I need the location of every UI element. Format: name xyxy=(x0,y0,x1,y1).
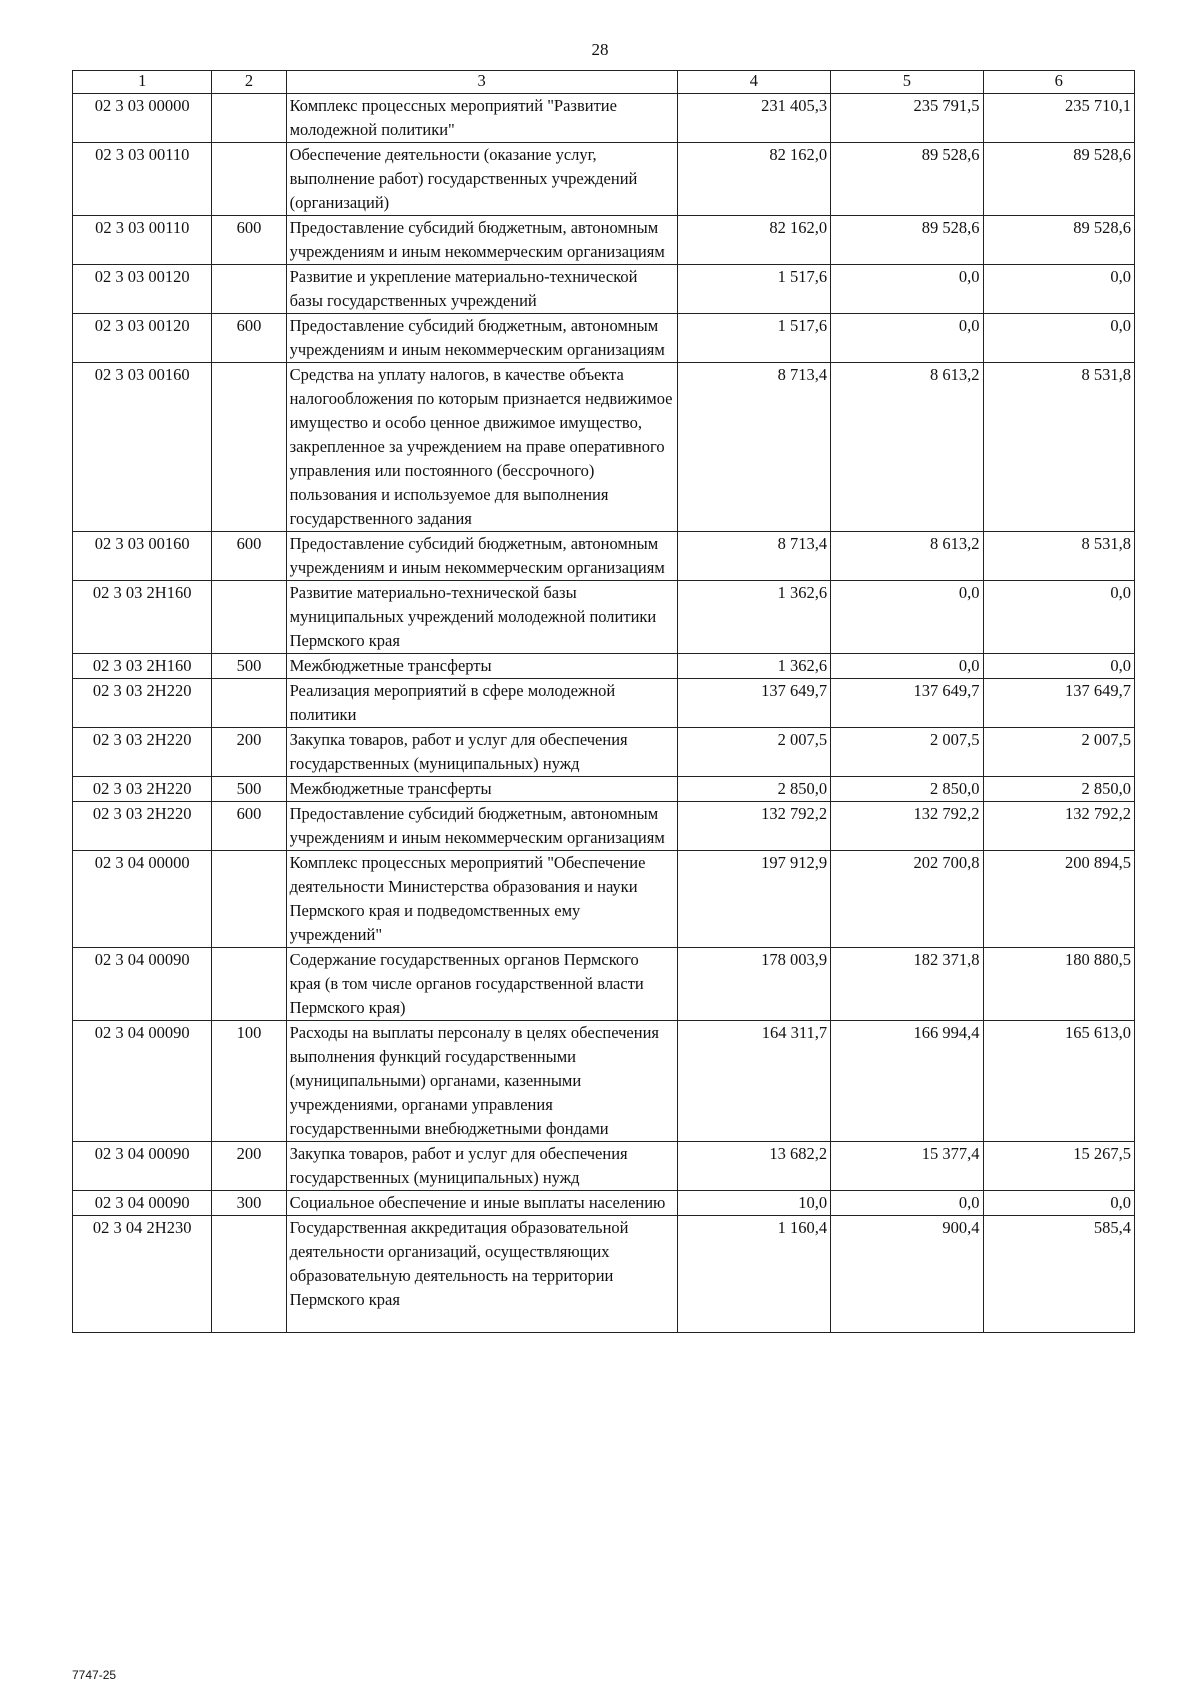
table-header-row xyxy=(73,71,1135,94)
table-row xyxy=(73,777,1135,802)
page-number: 28 xyxy=(591,40,609,59)
expense-type-cell: 100 xyxy=(212,1021,286,1142)
budget-code-cell: 02 3 04 2Н230 xyxy=(73,1216,212,1333)
expense-type-cell xyxy=(212,1216,286,1333)
expense-type-cell xyxy=(212,679,286,728)
amount-year-2-cell: 15 377,4 xyxy=(831,1142,983,1191)
budget-code-cell: 02 3 03 00160 xyxy=(73,363,212,532)
column-header-1: 1 xyxy=(73,71,212,94)
amount-year-1-cell: 1 517,6 xyxy=(677,314,830,363)
amount-year-3-cell: 585,4 xyxy=(983,1216,1134,1333)
amount-year-2-cell: 2 850,0 xyxy=(831,777,983,802)
budget-code-cell: 02 3 04 00090 xyxy=(73,1021,212,1142)
item-name-cell: Развитие и укрепление материально-технической базы государственных учреждений xyxy=(286,265,677,314)
budget-code-cell: 02 3 03 2Н220 xyxy=(73,802,212,851)
amount-year-3-cell: 8 531,8 xyxy=(983,363,1134,532)
column-header-3: 3 xyxy=(286,71,677,94)
column-header-4: 4 xyxy=(677,71,830,94)
budget-code-cell: 02 3 03 2Н160 xyxy=(73,654,212,679)
amount-year-2-cell: 89 528,6 xyxy=(831,216,983,265)
amount-year-1-cell: 231 405,3 xyxy=(677,94,830,143)
amount-year-1-cell: 132 792,2 xyxy=(677,802,830,851)
amount-year-3-cell: 0,0 xyxy=(983,265,1134,314)
table-row xyxy=(73,363,1135,532)
table-row xyxy=(73,143,1135,216)
amount-year-3-cell: 200 894,5 xyxy=(983,851,1134,948)
budget-code-cell: 02 3 03 2Н160 xyxy=(73,581,212,654)
column-header-6: 6 xyxy=(983,71,1134,94)
amount-year-1-cell: 137 649,7 xyxy=(677,679,830,728)
amount-year-2-cell: 0,0 xyxy=(831,654,983,679)
amount-year-3-cell: 89 528,6 xyxy=(983,143,1134,216)
amount-year-3-cell: 0,0 xyxy=(983,581,1134,654)
expense-type-cell: 500 xyxy=(212,777,286,802)
table-row xyxy=(73,1216,1135,1333)
amount-year-2-cell: 202 700,8 xyxy=(831,851,983,948)
document-code: 7747-25 xyxy=(72,1668,117,1682)
budget-code-cell: 02 3 03 00000 xyxy=(73,94,212,143)
amount-year-2-cell: 182 371,8 xyxy=(831,948,983,1021)
expense-type-cell xyxy=(212,94,286,143)
budget-code-cell: 02 3 04 00090 xyxy=(73,948,212,1021)
expense-type-cell: 600 xyxy=(212,314,286,363)
amount-year-1-cell: 1 362,6 xyxy=(677,654,830,679)
amount-year-1-cell: 82 162,0 xyxy=(677,216,830,265)
expense-type-cell xyxy=(212,851,286,948)
amount-year-3-cell: 0,0 xyxy=(983,654,1134,679)
amount-year-1-cell: 164 311,7 xyxy=(677,1021,830,1142)
column-header-5: 5 xyxy=(831,71,983,94)
amount-year-3-cell: 2 850,0 xyxy=(983,777,1134,802)
amount-year-1-cell: 8 713,4 xyxy=(677,532,830,581)
amount-year-2-cell: 8 613,2 xyxy=(831,363,983,532)
table-row xyxy=(73,581,1135,654)
budget-code-cell: 02 3 03 00120 xyxy=(73,265,212,314)
amount-year-2-cell: 0,0 xyxy=(831,314,983,363)
item-name-cell: Средства на уплату налогов, в качестве объекта налогообложения по которым признается недвижимое имущество и особо ценное движимое имущество, закрепленное за учреждением на праве оперативного управления или постоянного (бессрочного) пользования и используемое для выполнения государственного задания xyxy=(286,363,677,532)
amount-year-1-cell: 1 517,6 xyxy=(677,265,830,314)
amount-year-3-cell: 235 710,1 xyxy=(983,94,1134,143)
table-row xyxy=(73,728,1135,777)
item-name-cell: Предоставление субсидий бюджетным, автономным учреждениям и иным некоммерческим организациям xyxy=(286,802,677,851)
table-row xyxy=(73,1021,1135,1142)
budget-code-cell: 02 3 03 00160 xyxy=(73,532,212,581)
expense-type-cell xyxy=(212,143,286,216)
amount-year-1-cell: 2 007,5 xyxy=(677,728,830,777)
amount-year-2-cell: 0,0 xyxy=(831,581,983,654)
budget-code-cell: 02 3 03 2Н220 xyxy=(73,728,212,777)
amount-year-1-cell: 8 713,4 xyxy=(677,363,830,532)
amount-year-3-cell: 180 880,5 xyxy=(983,948,1134,1021)
expense-type-cell: 600 xyxy=(212,216,286,265)
table-row xyxy=(73,802,1135,851)
budget-code-cell: 02 3 04 00090 xyxy=(73,1191,212,1216)
table-row xyxy=(73,1191,1135,1216)
item-name-cell: Социальное обеспечение и иные выплаты населению xyxy=(286,1191,677,1216)
table-row xyxy=(73,94,1135,143)
item-name-cell: Межбюджетные трансферты xyxy=(286,777,677,802)
table-row xyxy=(73,532,1135,581)
table-body xyxy=(73,94,1135,1333)
expense-type-cell xyxy=(212,265,286,314)
expense-type-cell xyxy=(212,581,286,654)
amount-year-1-cell: 82 162,0 xyxy=(677,143,830,216)
item-name-cell: Реализация мероприятий в сфере молодежной политики xyxy=(286,679,677,728)
amount-year-3-cell: 0,0 xyxy=(983,314,1134,363)
item-name-cell: Предоставление субсидий бюджетным, автономным учреждениям и иным некоммерческим организациям xyxy=(286,314,677,363)
table-row xyxy=(73,948,1135,1021)
amount-year-3-cell: 165 613,0 xyxy=(983,1021,1134,1142)
budget-code-cell: 02 3 03 2Н220 xyxy=(73,679,212,728)
amount-year-2-cell: 0,0 xyxy=(831,265,983,314)
amount-year-2-cell: 235 791,5 xyxy=(831,94,983,143)
expense-type-cell: 200 xyxy=(212,728,286,777)
amount-year-1-cell: 10,0 xyxy=(677,1191,830,1216)
amount-year-1-cell: 197 912,9 xyxy=(677,851,830,948)
table-row xyxy=(73,216,1135,265)
column-header-2: 2 xyxy=(212,71,286,94)
amount-year-1-cell: 13 682,2 xyxy=(677,1142,830,1191)
item-name-cell: Предоставление субсидий бюджетным, автономным учреждениям и иным некоммерческим организациям xyxy=(286,532,677,581)
expense-type-cell: 600 xyxy=(212,532,286,581)
amount-year-2-cell: 2 007,5 xyxy=(831,728,983,777)
expense-type-cell: 500 xyxy=(212,654,286,679)
amount-year-3-cell: 8 531,8 xyxy=(983,532,1134,581)
amount-year-1-cell: 1 362,6 xyxy=(677,581,830,654)
budget-code-cell: 02 3 03 00120 xyxy=(73,314,212,363)
item-name-cell: Предоставление субсидий бюджетным, автономным учреждениям и иным некоммерческим организациям xyxy=(286,216,677,265)
item-name-cell: Межбюджетные трансферты xyxy=(286,654,677,679)
item-name-cell: Закупка товаров, работ и услуг для обеспечения государственных (муниципальных) нужд xyxy=(286,1142,677,1191)
budget-code-cell: 02 3 04 00090 xyxy=(73,1142,212,1191)
amount-year-1-cell: 178 003,9 xyxy=(677,948,830,1021)
item-name-cell: Расходы на выплаты персоналу в целях обеспечения выполнения функций государственными (муниципальными) органами, казенными учреждениями, органами управления государственными внебюджетными фондами xyxy=(286,1021,677,1142)
expense-type-cell: 600 xyxy=(212,802,286,851)
table-row xyxy=(73,679,1135,728)
amount-year-2-cell: 137 649,7 xyxy=(831,679,983,728)
budget-code-cell: 02 3 03 00110 xyxy=(73,216,212,265)
amount-year-2-cell: 132 792,2 xyxy=(831,802,983,851)
expense-type-cell: 300 xyxy=(212,1191,286,1216)
expense-type-cell: 200 xyxy=(212,1142,286,1191)
expense-type-cell xyxy=(212,363,286,532)
amount-year-1-cell: 1 160,4 xyxy=(677,1216,830,1333)
amount-year-2-cell: 900,4 xyxy=(831,1216,983,1333)
table-row xyxy=(73,265,1135,314)
amount-year-1-cell: 2 850,0 xyxy=(677,777,830,802)
amount-year-3-cell: 89 528,6 xyxy=(983,216,1134,265)
amount-year-3-cell: 2 007,5 xyxy=(983,728,1134,777)
table-row xyxy=(73,1142,1135,1191)
amount-year-3-cell: 137 649,7 xyxy=(983,679,1134,728)
item-name-cell: Обеспечение деятельности (оказание услуг, выполнение работ) государственных учреждений (организаций) xyxy=(286,143,677,216)
amount-year-3-cell: 15 267,5 xyxy=(983,1142,1134,1191)
item-name-cell: Комплекс процессных мероприятий "Развитие молодежной политики" xyxy=(286,94,677,143)
amount-year-2-cell: 89 528,6 xyxy=(831,143,983,216)
amount-year-2-cell: 166 994,4 xyxy=(831,1021,983,1142)
item-name-cell: Государственная аккредитация образовательной деятельности организаций, осуществляющих образовательную деятельность на территории Пермского края xyxy=(286,1216,677,1333)
amount-year-2-cell: 8 613,2 xyxy=(831,532,983,581)
item-name-cell: Содержание государственных органов Пермского края (в том числе органов государственной власти Пермского края) xyxy=(286,948,677,1021)
budget-code-cell: 02 3 03 00110 xyxy=(73,143,212,216)
table-row xyxy=(73,654,1135,679)
item-name-cell: Комплекс процессных мероприятий "Обеспечение деятельности Министерства образования и науки Пермского края и подведомственных ему учреждений" xyxy=(286,851,677,948)
item-name-cell: Развитие материально-технической базы муниципальных учреждений молодежной политики Пермского края xyxy=(286,581,677,654)
item-name-cell: Закупка товаров, работ и услуг для обеспечения государственных (муниципальных) нужд xyxy=(286,728,677,777)
expense-type-cell xyxy=(212,948,286,1021)
budget-table xyxy=(72,70,1135,1333)
table-row xyxy=(73,314,1135,363)
amount-year-3-cell: 132 792,2 xyxy=(983,802,1134,851)
amount-year-3-cell: 0,0 xyxy=(983,1191,1134,1216)
budget-code-cell: 02 3 03 2Н220 xyxy=(73,777,212,802)
amount-year-2-cell: 0,0 xyxy=(831,1191,983,1216)
table-row xyxy=(73,851,1135,948)
budget-code-cell: 02 3 04 00000 xyxy=(73,851,212,948)
